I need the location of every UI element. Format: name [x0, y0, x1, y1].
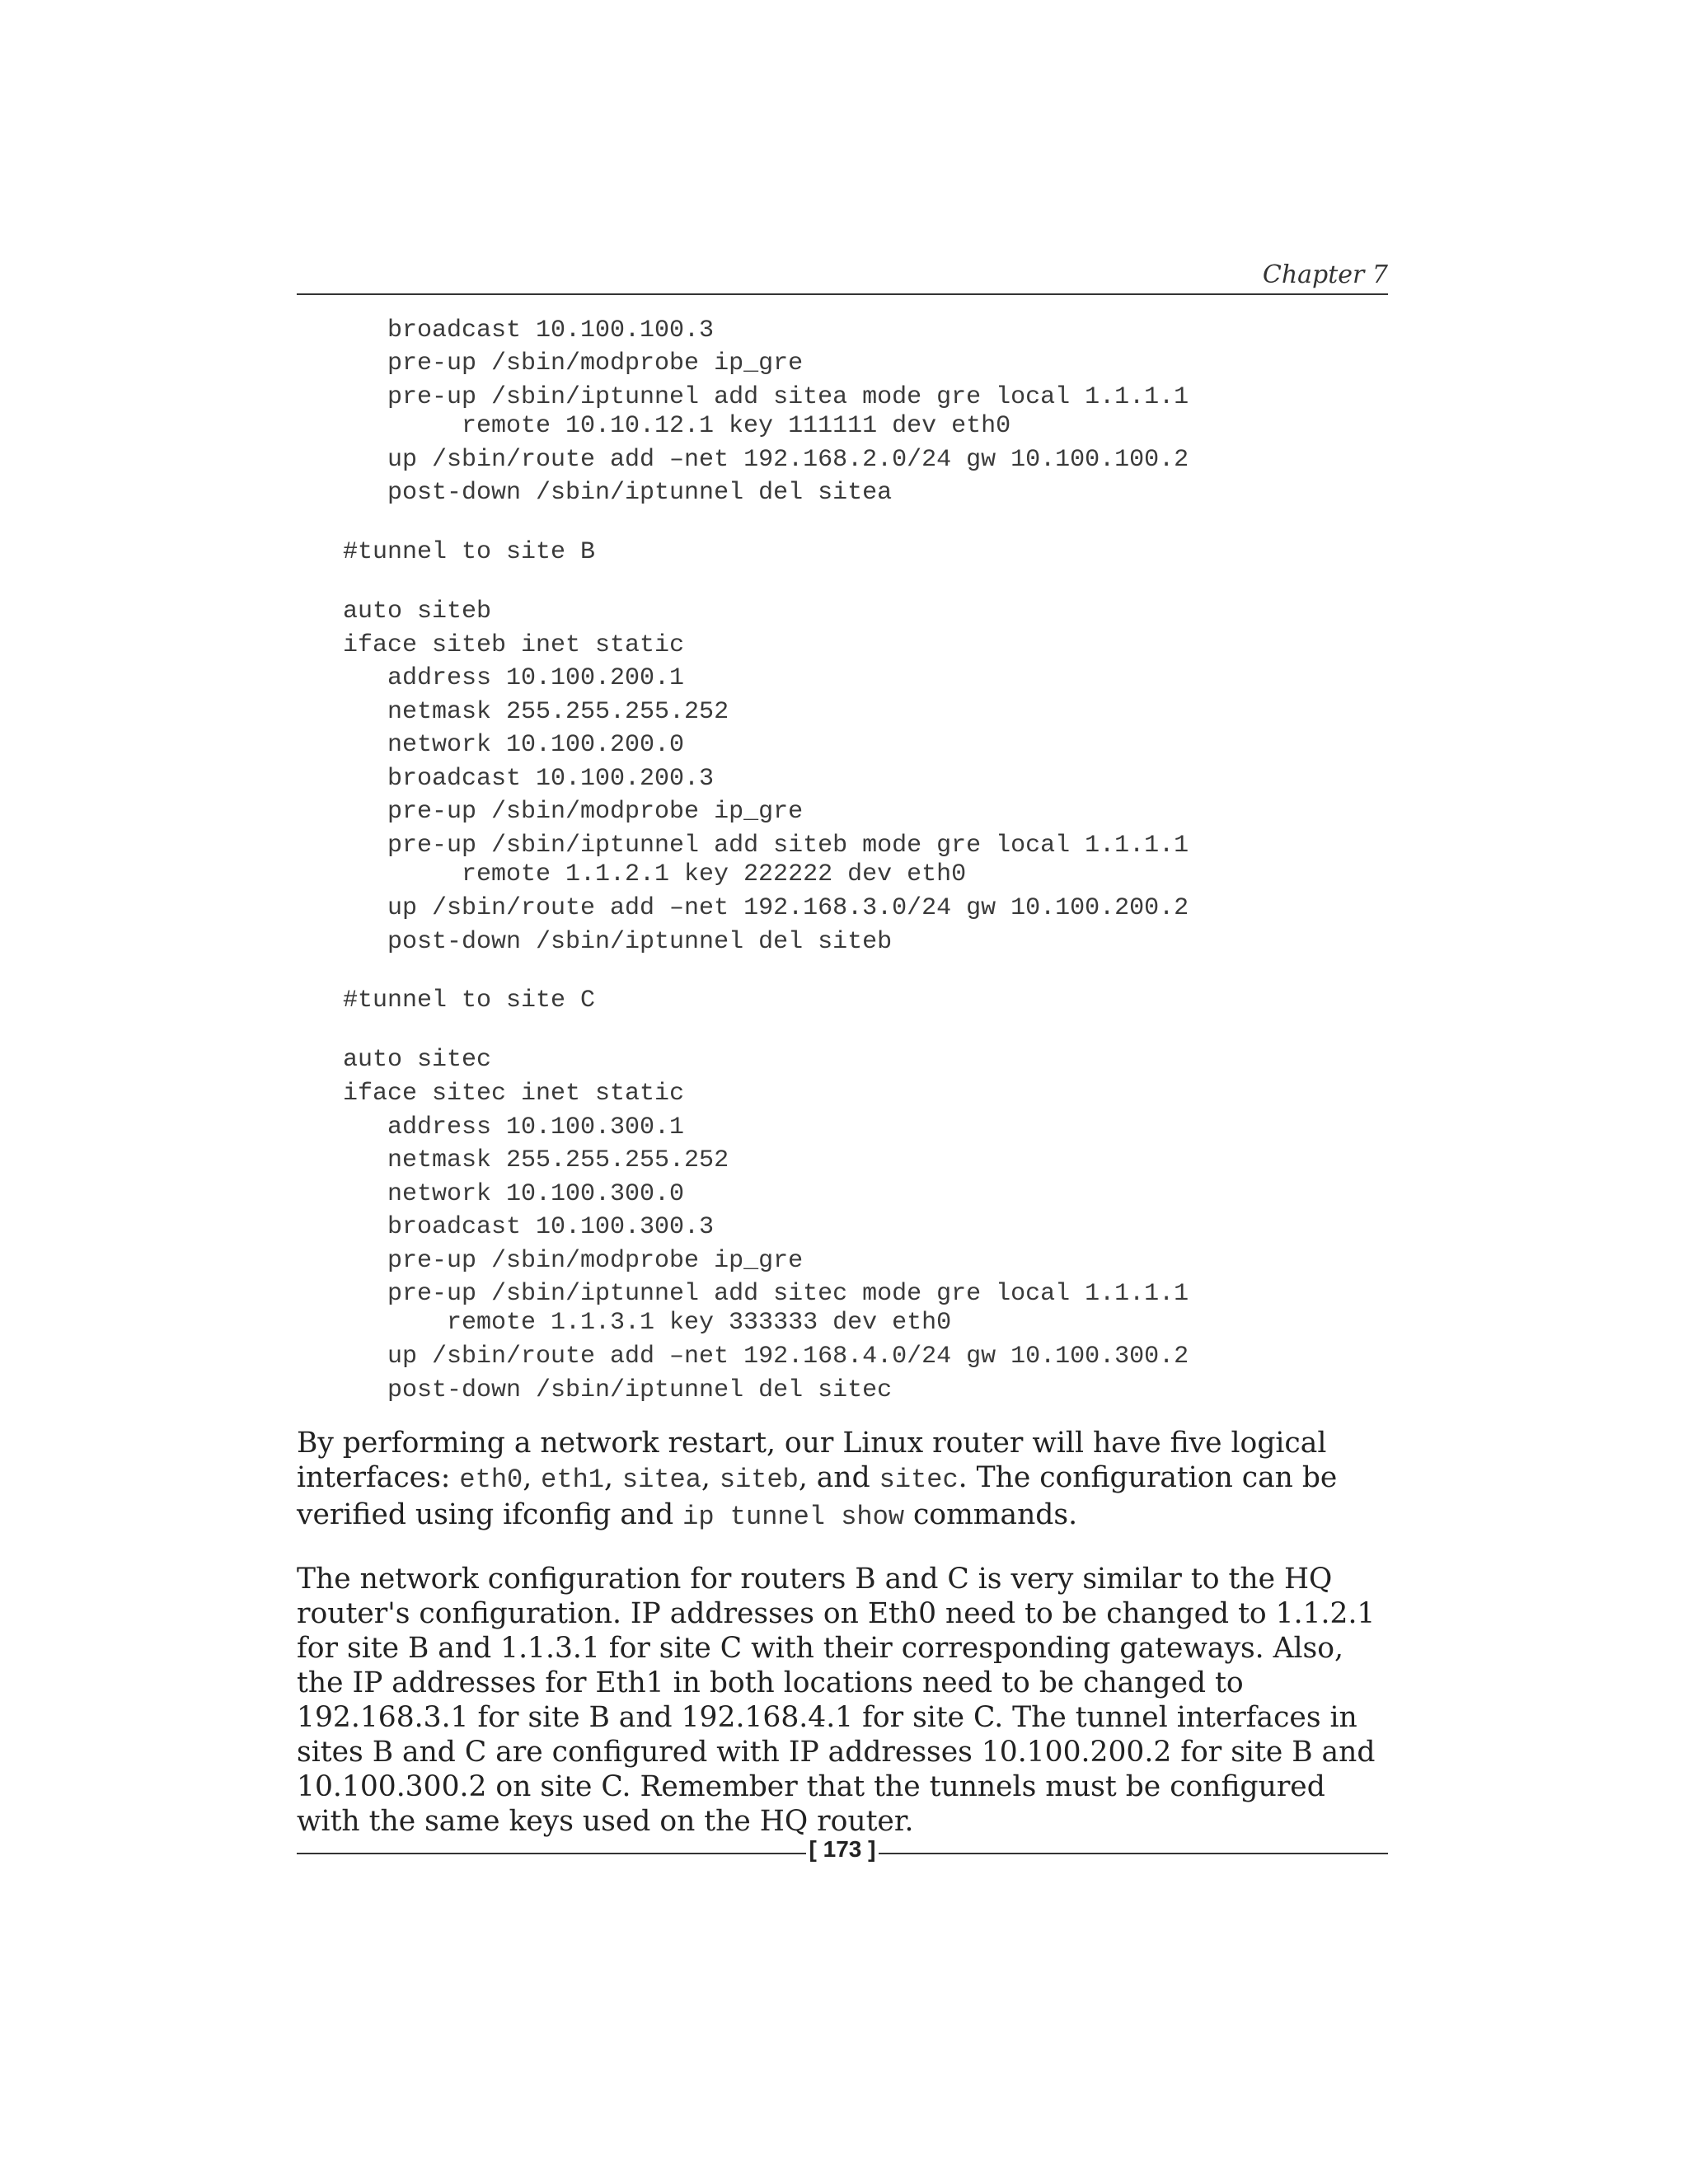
code-line: auto siteb: [343, 598, 492, 626]
chapter-label: Chapter 7: [1262, 260, 1388, 289]
code-line: address 10.100.300.1: [387, 1113, 685, 1141]
paragraph-routers-config: The network configuration for routers B and C is very similar to the HQ router's configuration. IP addresses on Eth0 need to be changed to 1.1.2.1 for site B and 1.1.3.1 for site C with their corresponding gateways. Also, the IP addresses for Eth1 in both locations need to be changed to 192.168.3.1 for site B and 192.168.4.1 for site C. The tunnel interfaces in sites B and C are configured with IP addresses 10.100.200.2 for site B and 10.100.300.2 on site C. Remember that the tunnels must be configured with the same keys used on the HQ router.: [297, 1563, 1376, 1838]
page-header: [297, 260, 1388, 295]
code-line: broadcast 10.100.100.3: [387, 316, 715, 344]
code-line: netmask 255.255.255.252: [387, 698, 729, 726]
code-line: post-down /sbin/iptunnel del siteb: [387, 928, 893, 956]
code-line: netmask 255.255.255.252: [387, 1146, 729, 1174]
code-line: up /sbin/route add –net 192.168.2.0/24 gw 10.100.100.2: [387, 446, 1189, 474]
para-text: By performing a network restart, our Linux router will have five logical interfaces:: [297, 1427, 1327, 1494]
code-line: post-down /sbin/iptunnel del sitea: [387, 479, 893, 507]
para-text: ,: [701, 1461, 720, 1494]
inline-code: ip tunnel show: [682, 1502, 905, 1532]
inline-code: sitea: [621, 1465, 701, 1495]
inline-code: sitec: [879, 1465, 959, 1495]
code-line: pre-up /sbin/iptunnel add sitea mode gre local 1.1.1.1: [387, 383, 1189, 411]
inline-code: eth0: [459, 1465, 523, 1495]
para-text: ,: [603, 1461, 622, 1494]
code-line: #tunnel to site B: [343, 538, 596, 566]
code-line: address 10.100.200.1: [387, 664, 685, 692]
code-line: up /sbin/route add –net 192.168.4.0/24 gw 10.100.300.2: [387, 1343, 1189, 1371]
paragraph-interfaces: [297, 1426, 1393, 1535]
para-text: , and: [798, 1461, 879, 1494]
code-line: remote 10.10.12.1 key 111111 dev eth0: [462, 412, 1011, 440]
para-text: . The configuration can be verified using ifconfig and: [297, 1461, 1338, 1531]
code-line: up /sbin/route add –net 192.168.3.0/24 gw 10.100.200.2: [387, 894, 1189, 922]
page-number: [ 173 ]: [809, 1836, 876, 1862]
code-line: post-down /sbin/iptunnel del sitec: [387, 1376, 893, 1404]
code-line: broadcast 10.100.300.3: [387, 1213, 715, 1241]
code-line: pre-up /sbin/modprobe ip_gre: [387, 1247, 804, 1275]
inline-code: eth1: [541, 1465, 604, 1495]
para-text: commands.: [904, 1498, 1078, 1531]
code-line: pre-up /sbin/iptunnel add sitec mode gre local 1.1.1.1: [387, 1280, 1189, 1308]
code-line: auto sitec: [343, 1046, 492, 1074]
code-line: iface siteb inet static: [343, 631, 685, 659]
inline-code: siteb: [719, 1465, 799, 1495]
code-line: network 10.100.300.0: [387, 1180, 685, 1208]
footer-rule-left: [297, 1853, 806, 1854]
code-line: #tunnel to site C: [343, 987, 596, 1015]
para-text: ,: [523, 1461, 542, 1494]
code-line: network 10.100.200.0: [387, 731, 685, 759]
footer-rule-right: [879, 1853, 1388, 1854]
code-line: pre-up /sbin/modprobe ip_gre: [387, 349, 804, 377]
code-line: pre-up /sbin/modprobe ip_gre: [387, 798, 804, 826]
code-line: remote 1.1.3.1 key 333333 dev eth0: [447, 1309, 952, 1337]
code-line: remote 1.1.2.1 key 222222 dev eth0: [462, 860, 967, 888]
page-footer: [297, 1836, 1388, 1869]
code-line: broadcast 10.100.200.3: [387, 765, 715, 793]
code-line: pre-up /sbin/iptunnel add siteb mode gre local 1.1.1.1: [387, 832, 1189, 860]
code-line: iface sitec inet static: [343, 1080, 685, 1108]
